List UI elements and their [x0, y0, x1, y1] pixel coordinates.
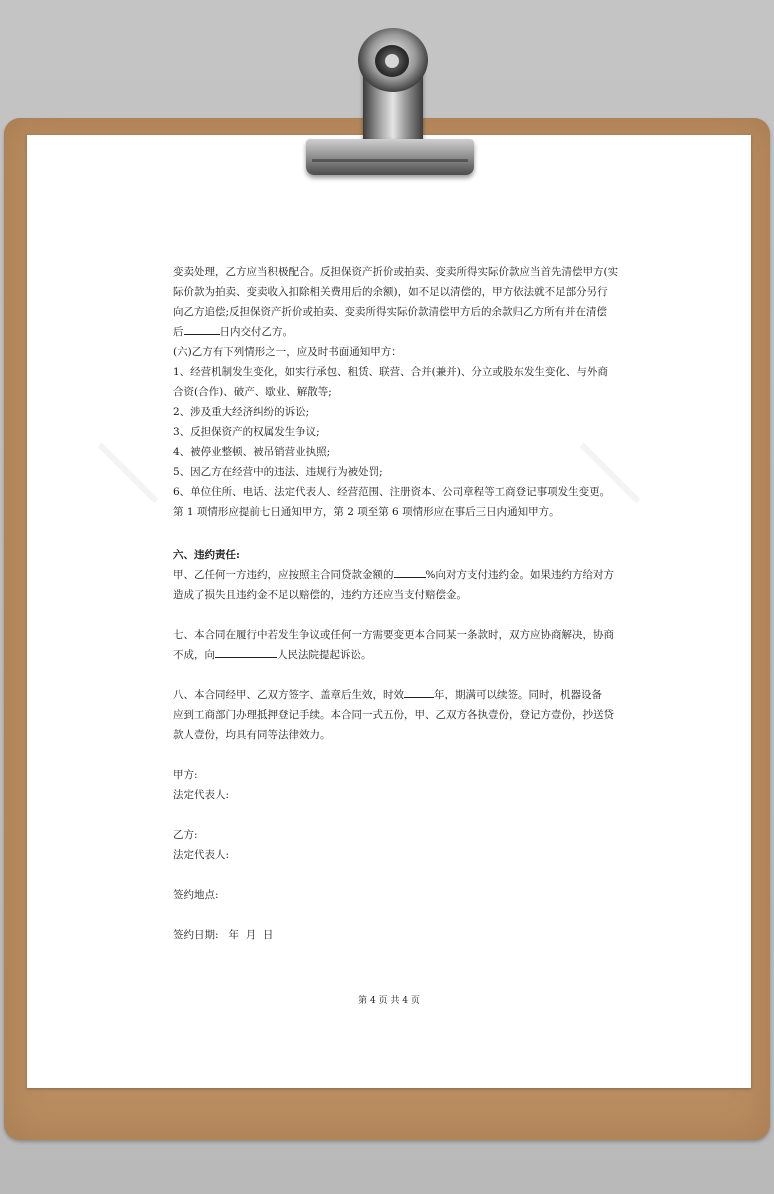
fill-blank	[184, 322, 220, 335]
party-a-rep-label: 法定代表人:	[173, 789, 230, 801]
paragraph-line-with-blank	[173, 685, 613, 705]
notify-item: 6、单位住所、电话、法定代表人、经营范围、注册资本、公司章程等工商登记事项发生变更。	[173, 486, 611, 498]
section-validity	[173, 685, 613, 745]
notify-item: 第 1 项情形应提前七日通知甲方，第 2 项至第 6 项情形应在事后三日内通知甲方。	[173, 506, 560, 518]
notify-item: 合资(合作)、破产、歇业、解散等;	[173, 386, 332, 398]
section-title: 六、违约责任:	[173, 549, 240, 561]
text-before-blank: 甲、乙任何一方违约，应按照主合同贷款金额的	[173, 569, 394, 581]
fill-blank	[215, 645, 277, 658]
text-after-blank: %向对方支付违约金。如果违约方给对方	[425, 569, 614, 581]
paragraph-line-with-blank	[173, 645, 613, 665]
section-breach	[173, 545, 613, 605]
notify-item: 5、因乙方在经营中的违法、违规行为被处罚;	[173, 466, 383, 478]
text-before-blank: 八、本合同经甲、乙双方签字、盖章后生效，时效	[173, 689, 404, 701]
notify-item: 3、反担保资产的权属发生争议;	[173, 426, 320, 438]
paragraph-line: 际价款为拍卖、变卖收入扣除相关费用后的余额)，如不足以清偿的，甲方依法就不足部分另行	[173, 286, 608, 298]
paragraph-line: 应到工商部门办理抵押登记手续。本合同一式五份，甲、乙双方各执壹份，登记方壹份，抄送贷	[173, 709, 614, 721]
paragraph-line: 变卖处理，乙方应当积极配合。反担保资产折价或拍卖、变卖所得实际价款应当首先清偿甲方(实	[173, 266, 619, 278]
notify-item: 4、被停业整顿、被吊销营业执照;	[173, 446, 331, 458]
party-a-label: 甲方:	[173, 769, 198, 781]
paragraph-line: 款人壹份，均具有同等法律效力。	[173, 729, 331, 741]
paragraph-line: 造成了损失且违约金不足以赔偿的，违约方还应当支付赔偿金。	[173, 589, 467, 601]
notify-title: (六)乙方有下列情形之一，应及时书面通知甲方：	[173, 346, 402, 358]
text-after-blank: 年，期满可以续签。同时，机器设备	[434, 689, 602, 701]
text-before-blank: 后	[173, 326, 184, 338]
paragraph-line: 向乙方追偿;反担保资产折价或拍卖、变卖所得实际价款清偿甲方后的余款归乙方所有并在清偿	[173, 306, 608, 318]
signing-place-label: 签约地点:	[173, 889, 219, 901]
fill-blank	[394, 565, 426, 578]
notify-item: 2、涉及重大经济纠纷的诉讼;	[173, 406, 310, 418]
party-b-label: 乙方:	[173, 829, 198, 841]
text-after-blank: 人民法院提起诉讼。	[277, 649, 372, 661]
party-b-rep-label: 法定代表人:	[173, 849, 230, 861]
page-footer: 第 4 页 共 4 页	[358, 996, 420, 1006]
signature-block	[173, 765, 613, 945]
text-before-blank: 不成，向	[173, 649, 215, 661]
text-after-blank: 日内交付乙方。	[219, 326, 293, 338]
fill-blank	[404, 685, 434, 698]
notify-item: 1、经营机制发生变化，如实行承包、租赁、联营、合并(兼并)、分立或股东发生变化、与外商	[173, 366, 608, 378]
paragraph-line: 七、本合同在履行中若发生争议或任何一方需要变更本合同某一条款时，双方应协商解决，协商	[173, 629, 614, 641]
signing-date-label: 签约日期: 年 月 日	[173, 929, 274, 941]
clip-base	[306, 139, 474, 175]
paragraph-line-with-blank	[173, 322, 613, 342]
paragraph-line-with-blank	[173, 565, 613, 585]
clip-rivet-icon	[375, 45, 409, 77]
contract-body	[173, 262, 619, 522]
section-dispute	[173, 625, 613, 665]
